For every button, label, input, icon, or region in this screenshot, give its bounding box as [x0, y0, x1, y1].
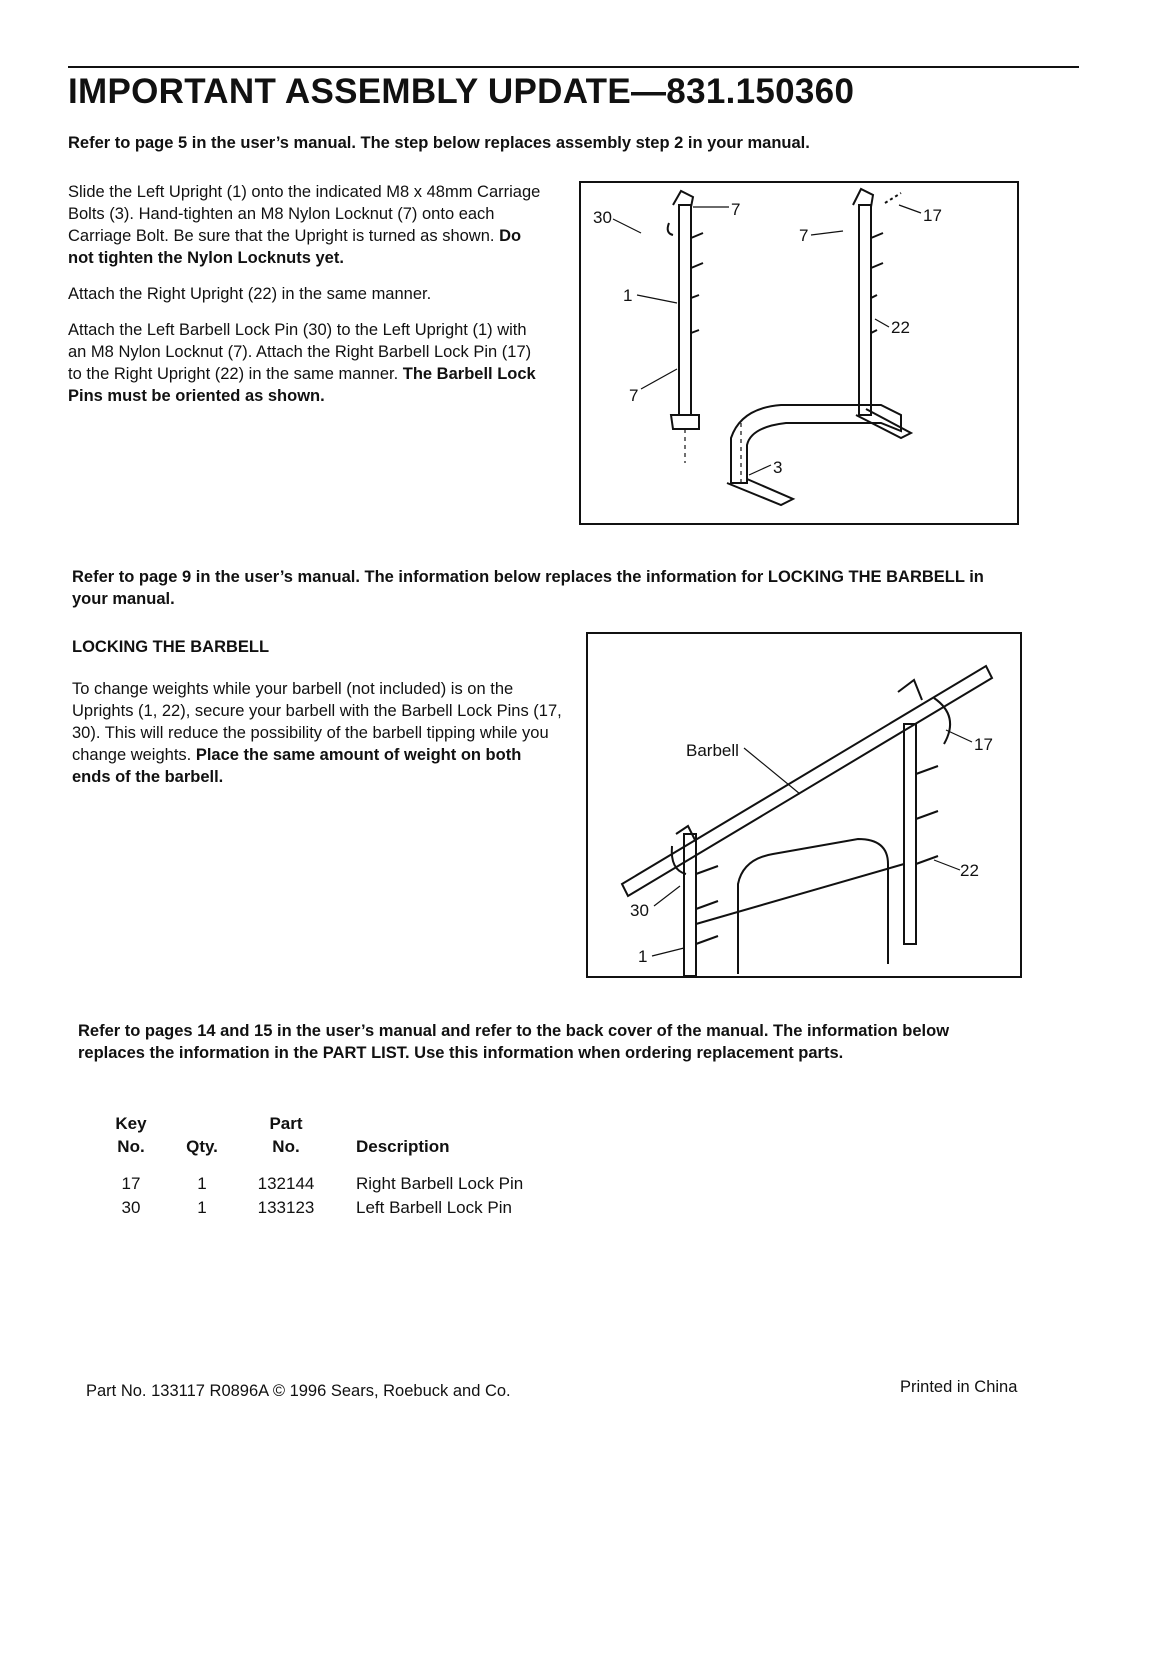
section2-intro: Refer to page 9 in the user’s manual. The information below replaces the information for LOCKING THE BARBELL in your manual.	[72, 568, 984, 608]
footer-printed: Printed in China	[900, 1378, 1018, 1396]
left-upright-base	[671, 415, 699, 429]
cell-qty: 1	[197, 1198, 207, 1217]
parts-table-header-row	[100, 1112, 535, 1158]
header-key	[100, 1112, 174, 1158]
bench-pad	[738, 839, 888, 974]
table-row	[100, 1172, 535, 1196]
leader-30	[654, 886, 680, 906]
right-upright-pegs	[871, 233, 883, 333]
section2-heading: LOCKING THE BARBELL	[72, 638, 270, 656]
parts-table	[100, 1112, 535, 1220]
section2-para-warning: Place the same amount of weight on both ends of the barbell.	[72, 746, 522, 786]
section1-para3-text: Attach the Left Barbell Lock Pin (30) to the Left Upright (1) with an M8 Nylon Locknut (7). Attach the Right Barbell Lock Pin (17) to the Right Upright (22) in the same manner.	[68, 321, 532, 383]
right-lock-pin	[885, 193, 901, 203]
label-barbell: Barbell	[686, 741, 739, 760]
leader-barbell	[744, 748, 800, 794]
right-saddle	[898, 680, 922, 700]
right-pegs	[916, 766, 938, 864]
leader-1	[652, 948, 684, 956]
leader-3	[749, 465, 771, 475]
section1-para1	[68, 181, 548, 269]
label-30: 30	[630, 901, 649, 920]
header-qty: Qty.	[186, 1137, 218, 1156]
section1-para2: Attach the Right Upright (22) in the same manner.	[68, 285, 432, 303]
leader-17	[946, 730, 972, 742]
label-7c: 7	[629, 386, 639, 405]
title-rule	[68, 66, 1079, 68]
footer-copyright: Part No. 133117 R0896A © 1996 Sears, Roebuck and Co.	[86, 1382, 511, 1400]
leader-7b	[811, 231, 843, 235]
cell-key: 17	[121, 1174, 141, 1193]
section1-intro: Refer to page 5 in the user’s manual. The step below replaces assembly step 2 in your manual.	[68, 134, 810, 152]
assembly-figure-barbell	[586, 632, 1022, 978]
right-upright	[859, 205, 871, 415]
cell-description: Right Barbell Lock Pin	[356, 1174, 524, 1193]
label-7a: 7	[731, 200, 741, 219]
left-pegs	[696, 866, 718, 944]
leader-17	[899, 205, 921, 213]
label-17: 17	[923, 206, 942, 225]
crossbar	[696, 864, 904, 924]
cell-qty: 1	[197, 1174, 207, 1193]
section2-text	[72, 636, 562, 802]
cell-description: Left Barbell Lock Pin	[356, 1198, 512, 1217]
section1-para3	[68, 319, 548, 407]
leader-7c	[641, 369, 677, 389]
label-22: 22	[891, 318, 910, 337]
left-upright-pegs	[691, 233, 703, 333]
header-part-line2: No.	[272, 1137, 300, 1156]
header-description: Description	[356, 1137, 450, 1156]
section3-intro: Refer to pages 14 and 15 in the user’s manual and refer to the back cover of the manual. The information below replaces the information in the PART LIST. Use this information when ordering replacement parts.	[78, 1022, 950, 1062]
section1-para1-text: Slide the Left Upright (1) onto the indicated M8 x 48mm Carriage Bolts (3). Hand-tighten an M8 Nylon Locknut (7) onto each Carriage Bolt. Be sure that the Upright is turned as shown.	[68, 183, 541, 245]
header-part-line1: Part	[269, 1114, 303, 1133]
section1-para1-warning: Do not tighten the Nylon Locknuts yet.	[68, 227, 522, 267]
barbell-diagram	[588, 634, 1020, 976]
label-1: 1	[638, 947, 648, 966]
label-7b: 7	[799, 226, 809, 245]
section1-text	[68, 181, 548, 421]
label-22: 22	[960, 861, 979, 880]
leader-22	[934, 860, 960, 870]
section1-para3-warning: The Barbell Lock Pins must be oriented as shown.	[68, 365, 536, 405]
leader-22	[875, 319, 889, 327]
cell-part: 133123	[257, 1198, 315, 1217]
section2-para-text: To change weights while your barbell (not included) is on the Uprights (1, 22), secure your barbell with the Barbell Lock Pins (17, 30). This will reduce the possibility of the barbell tipping while you change weights.	[72, 680, 562, 764]
leader-1	[637, 295, 677, 303]
left-lock-pin	[668, 223, 673, 235]
label-3: 3	[773, 458, 783, 477]
header-key-line1: Key	[115, 1114, 147, 1133]
label-30: 30	[593, 208, 612, 227]
right-upright	[904, 724, 916, 944]
label-17: 17	[974, 735, 993, 754]
cell-part: 132144	[257, 1174, 315, 1193]
leader-30	[613, 219, 641, 233]
header-key-line2: No.	[117, 1137, 145, 1156]
page-title: IMPORTANT ASSEMBLY UPDATE—831.150360	[68, 72, 855, 111]
section2-para	[72, 678, 562, 788]
cell-key: 30	[121, 1198, 141, 1217]
label-1: 1	[623, 286, 633, 305]
table-row	[100, 1196, 535, 1220]
uprights-diagram	[581, 183, 1017, 523]
left-upright	[679, 205, 691, 415]
header-part	[242, 1112, 342, 1158]
assembly-figure-uprights	[579, 181, 1019, 525]
